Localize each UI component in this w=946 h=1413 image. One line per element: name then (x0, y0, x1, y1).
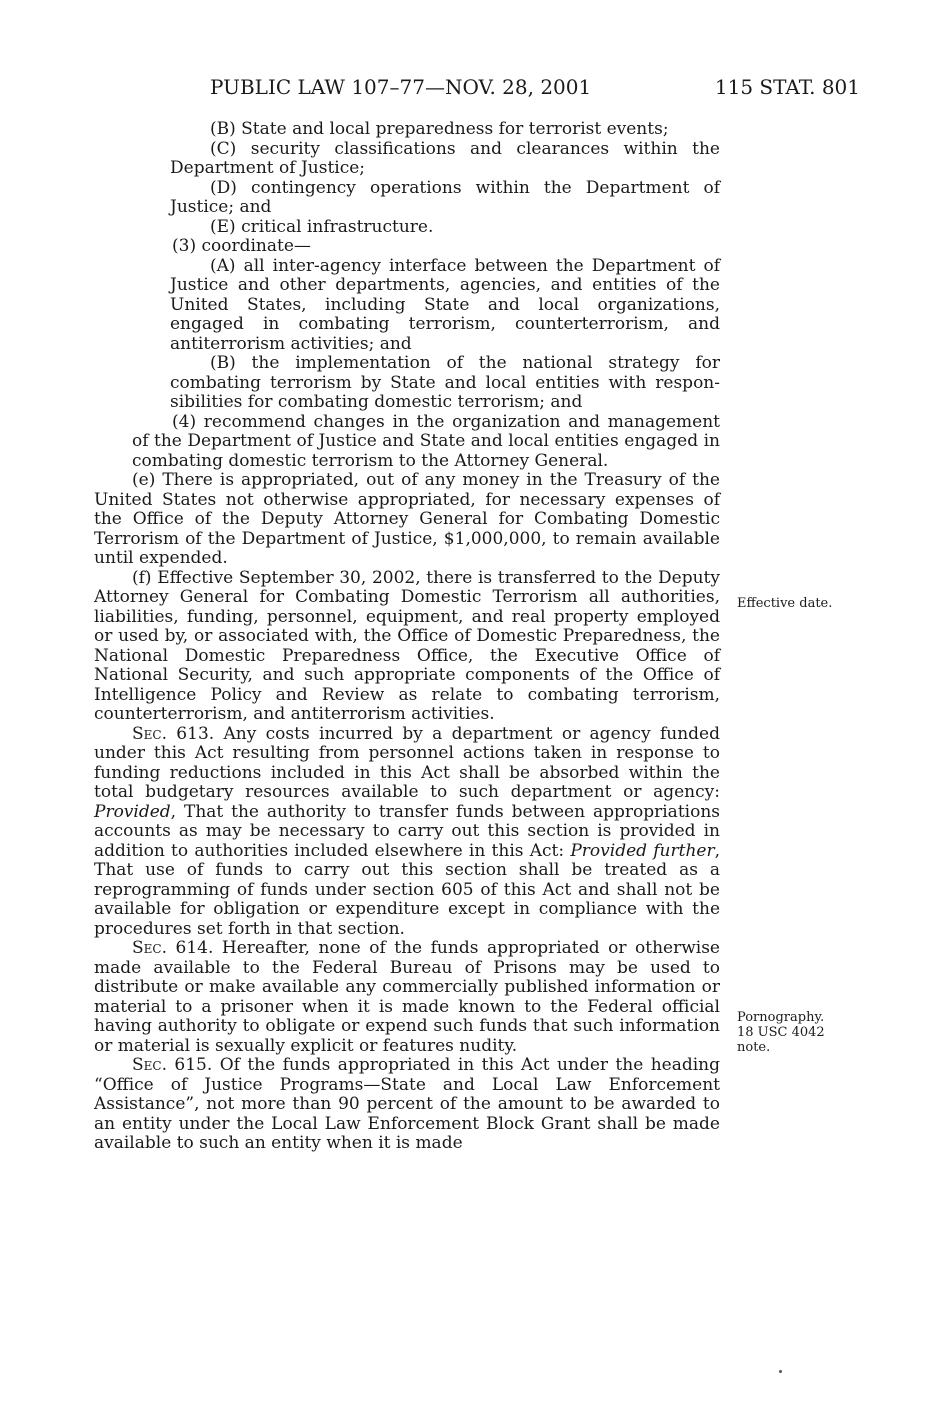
margin-note-pornography (737, 1010, 847, 1055)
paragraph-4: (4) recommend changes in the organization and management of the Department of Justice and State and local entities engaged in combating domestic terrorism to the Attorney General. (132, 411, 720, 471)
margin-note-line: 18 USC 4042 (737, 1025, 825, 1040)
paragraph-2e: (E) critical infrastructure. (210, 216, 434, 237)
margin-note-effective-date: Effective date. (737, 596, 833, 611)
section-613: Sec. 613. Any costs incurred by a department or agency funded under this Act resulting from personnel actions taken in response to funding reductions included in this Act shall be absorbed within the total budgetary resources available to such department or agency: Provided, That the authority to transfer funds between appropriations accounts as may be necessary to carry out this section is provided in addition to authorities included elsewhere in this Act: Provided further, That use of funds to carry out this section shall be treated as a reprogramming of funds under section 605 of this Act and shall not be available for obligation or expenditure except in compliance with the procedures set forth in that section. (94, 723, 721, 939)
paragraph-3a: (A) all inter-agency interface between the Department of Justice and other departments, agencies, and entities of the United States, including State and local organizations, engaged in combating terrorism, counterterrorism, and antiterrorism activities; and (170, 255, 720, 354)
section-615-label: Sec. 615. (132, 1055, 213, 1075)
section-613-label: Sec. 613. (132, 723, 215, 744)
paragraph-2d: (D) contingency operations within the Department of Justice; and (170, 177, 720, 217)
paragraph-3b: (B) the implementation of the national strategy for combating terrorism by State and local entities with responsibilities for combating domestic terrorism; and (170, 353, 720, 412)
margin-note-line: note. (737, 1040, 771, 1055)
paragraph-2b: (B) State and local preparedness for terrorist events; (210, 119, 669, 139)
page-header (210, 73, 860, 101)
section-614-label: Sec. 614. (132, 938, 214, 958)
paragraph-3: (3) coordinate— (172, 236, 311, 256)
page-number: 115 STAT. 801 (714, 75, 860, 99)
body-text (94, 120, 720, 1154)
paragraph-2c: (C) security classifications and clearances within the Department of Justice; (170, 138, 720, 178)
section-615: Sec. 615. Of the funds appropriated in this Act under the heading “Office of Justice Programs—State and Local Law Enforcement Assistance”, not more than 90 percent of the amount to be awarded to an entity under the Local Law Enforcement Block Grant shall be made available to such an entity when it is made (94, 1055, 720, 1153)
section-614: Sec. 614. Hereafter, none of the funds appropriated or otherwise made available to the Federal Bureau of Prisons may be used to distribute or make available any commercially published information or material to a prisoner when it is made known to the Federal official having authority to obligate or expend such funds that such information or material is sexually explicit or features nudity. (94, 938, 720, 1056)
margin-note-line: Pornography. (737, 1010, 825, 1025)
scan-speck (779, 1370, 782, 1373)
subsection-e: (e) There is appropriated, out of any money in the Treasury of the United States not otherwise appropriated, for necessary expenses of the Office of the Deputy Attorney General for Combating Domestic Terrorism of the Department of Justice, $1,000,000, to remain available until expended. (94, 470, 720, 568)
running-head: PUBLIC LAW 107–77—NOV. 28, 2001 (210, 75, 592, 99)
subsection-f: (f) Effective September 30, 2002, there is transferred to the Deputy Attorney General for Combating Domestic Terrorism all authorities, liabilities, funding, personnel, equipment, and real property employed or used by, or associated with, the Office of Domestic Preparedness, the National Domestic Preparedness Office, the Executive Office of National Security, and such appropriate components of the Office of Intelligence Policy and Review as relate to combating terrorism, counterterrorism, and antiterrorism activities. (94, 567, 720, 724)
